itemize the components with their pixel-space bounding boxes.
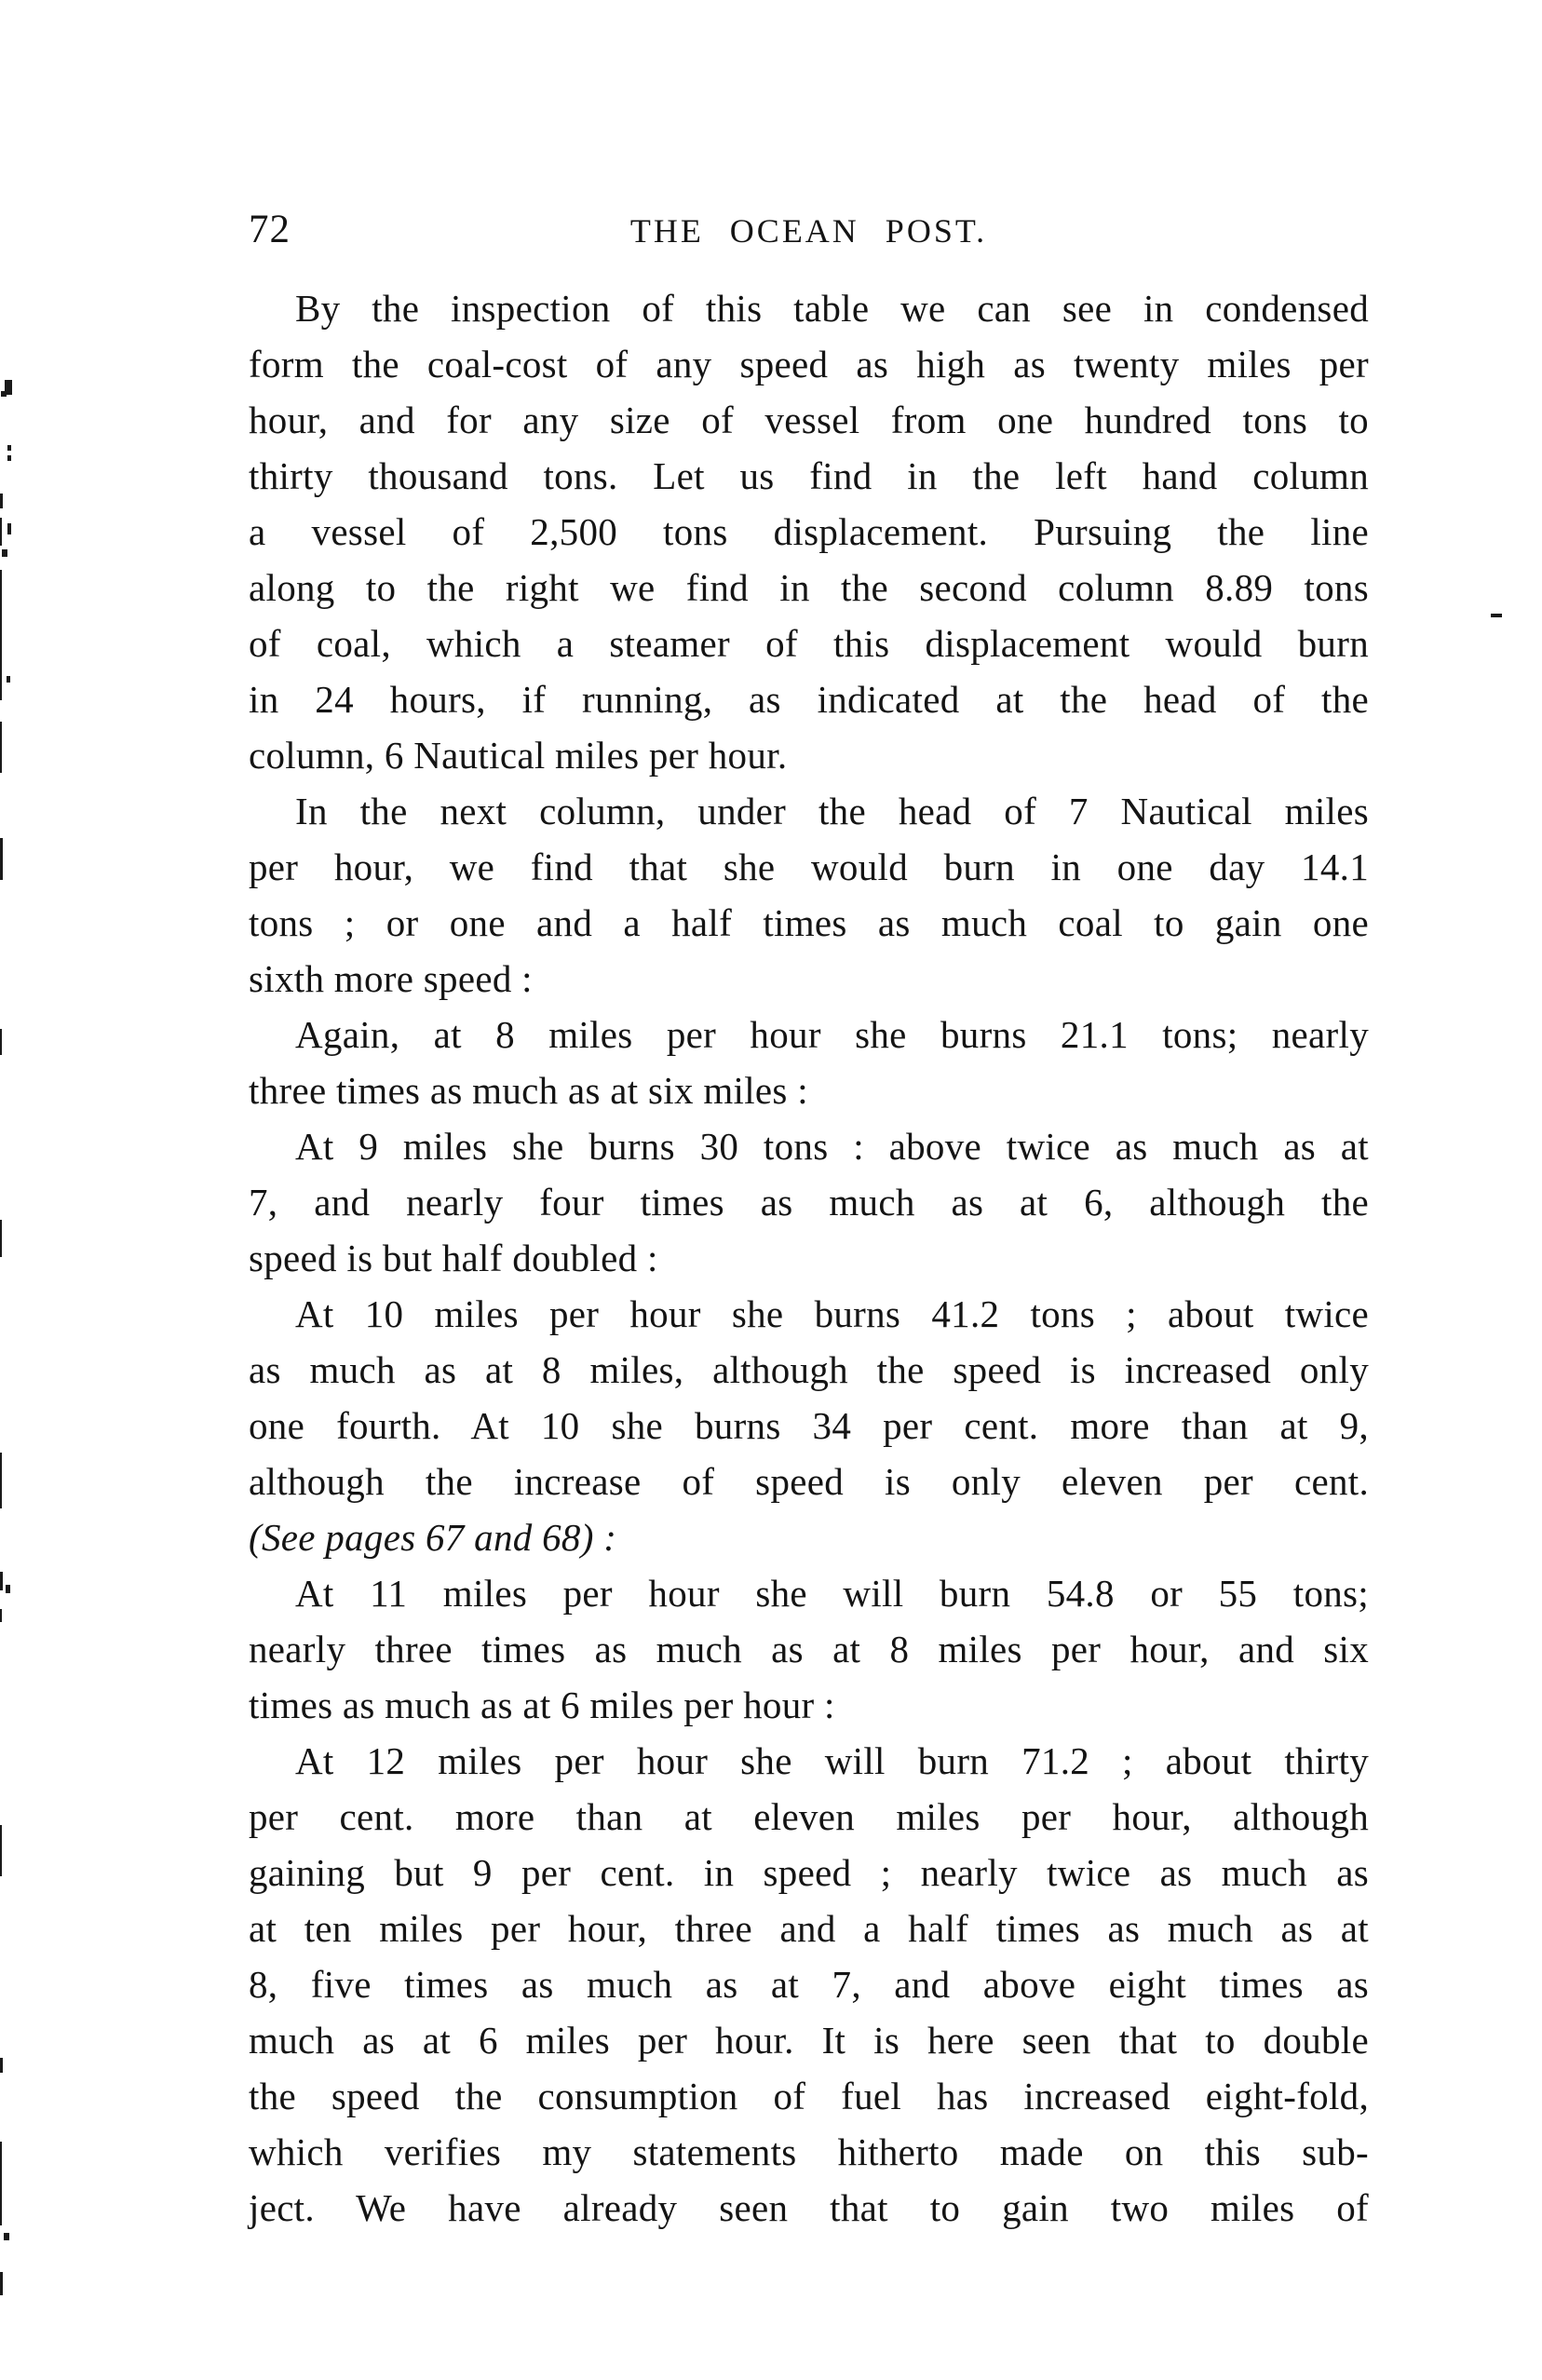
text-line: At 10 miles per hour she burns 41.2 tons ; about twice [295,1292,1369,1335]
text-line: hour, and for any size of vessel from one hundred tons to [249,399,1369,441]
scan-artifact [0,722,2,773]
scan-artifact [0,570,2,700]
text-line: in 24 hours, if running, as indicated at the head of the [249,678,1369,721]
text-line: gaining but 9 per cent. in speed ; nearly twice as much as [249,1851,1369,1894]
text-line: nearly three times as much as at 8 miles per hour, and six [249,1628,1369,1670]
page-body-text [249,280,1369,2236]
paragraph [249,280,1369,783]
scan-artifact [1,391,7,397]
running-title: THE OCEAN POST. [629,212,988,250]
text-line: By the inspection of this table we can see in condensed [295,287,1369,330]
text-line: At 11 miles per hour she will burn 54.8 or 55 tons; [295,1572,1369,1615]
scan-artifact [0,518,2,546]
scan-artifact [7,445,11,451]
text-line: At 9 miles she burns 30 tons : above twice as much as at [295,1125,1369,1168]
text-line: at ten miles per hour, three and a half times as much as at [249,1907,1369,1950]
text-line: form the coal-cost of any speed as high as twenty miles per [249,343,1369,385]
text-line: along to the right we find in the second column 8.89 tons [249,566,1369,609]
scan-artifact [7,523,11,534]
text-line: per hour, we find that she would burn in one day 14.1 [249,845,1369,888]
paragraph [249,1286,1369,1565]
text-line: a vessel of 2,500 tons displacement. Pursuing the line [249,510,1369,553]
paragraph [249,1733,1369,2236]
text-line: one fourth. At 10 she burns 34 per cent. more than at 9, [249,1404,1369,1447]
text-line: (See pages 67 and 68) : [249,1516,617,1559]
scan-artifact [0,2058,3,2073]
scan-artifact [7,676,10,683]
text-line: ject. We have already seen that to gain two miles of [249,2186,1369,2229]
scan-artifact [0,1220,2,1257]
text-line: tons ; or one and a half times as much coal to gain one [249,901,1369,944]
text-line: the speed the consumption of fuel has increased eight-fold, [249,2075,1369,2117]
text-line: column, 6 Nautical miles per hour. [249,734,788,777]
scan-artifact [0,1029,2,1055]
scan-artifact [0,1572,3,1590]
text-line: speed is but half doubled : [249,1237,658,1279]
text-line: 7, and nearly four times as much as at 6, although the [249,1181,1369,1224]
scan-artifact [7,455,11,461]
scan-artifact [6,1585,10,1593]
scan-artifact [0,838,3,880]
scan-artifact [0,1453,2,1508]
scan-artifact [0,2142,2,2225]
paragraph [249,1565,1369,1733]
text-line: sixth more speed : [249,957,533,1000]
scan-artifact [4,2233,9,2240]
text-line: three times as much as at six miles : [249,1069,808,1112]
text-line: although the increase of speed is only eleven per cent. [249,1460,1369,1503]
text-line: per cent. more than at eleven miles per hour, although [249,1795,1369,1838]
scan-artifact [0,2272,3,2295]
scan-artifact [0,494,3,508]
text-line: In the next column, under the head of 7 Nautical miles [295,790,1369,832]
scan-artifact [0,1825,2,1876]
text-line: 8, five times as much as at 7, and above eight times as [249,1963,1369,2006]
text-line: Again, at 8 miles per hour she burns 21.1 tons; nearly [295,1013,1369,1056]
paragraph [249,1118,1369,1286]
text-line: much as at 6 miles per hour. It is here seen that to double [249,2019,1369,2062]
text-line: which verifies my statements hitherto made on this sub- [249,2130,1369,2173]
page-header [249,207,1369,255]
paragraph [249,1007,1369,1118]
scan-artifact [0,1609,2,1622]
scan-artifact [1491,614,1502,617]
scan-artifact [2,549,7,557]
text-line: thirty thousand tons. Let us find in the left hand column [249,454,1369,497]
text-line: At 12 miles per hour she will burn 71.2 ; about thirty [295,1739,1369,1782]
text-line: as much as at 8 miles, although the speed is increased only [249,1348,1369,1391]
page-number: 72 [249,208,291,251]
paragraph [249,783,1369,1007]
text-line: times as much as at 6 miles per hour : [249,1684,835,1726]
text-line: of coal, which a steamer of this displacement would burn [249,622,1369,665]
